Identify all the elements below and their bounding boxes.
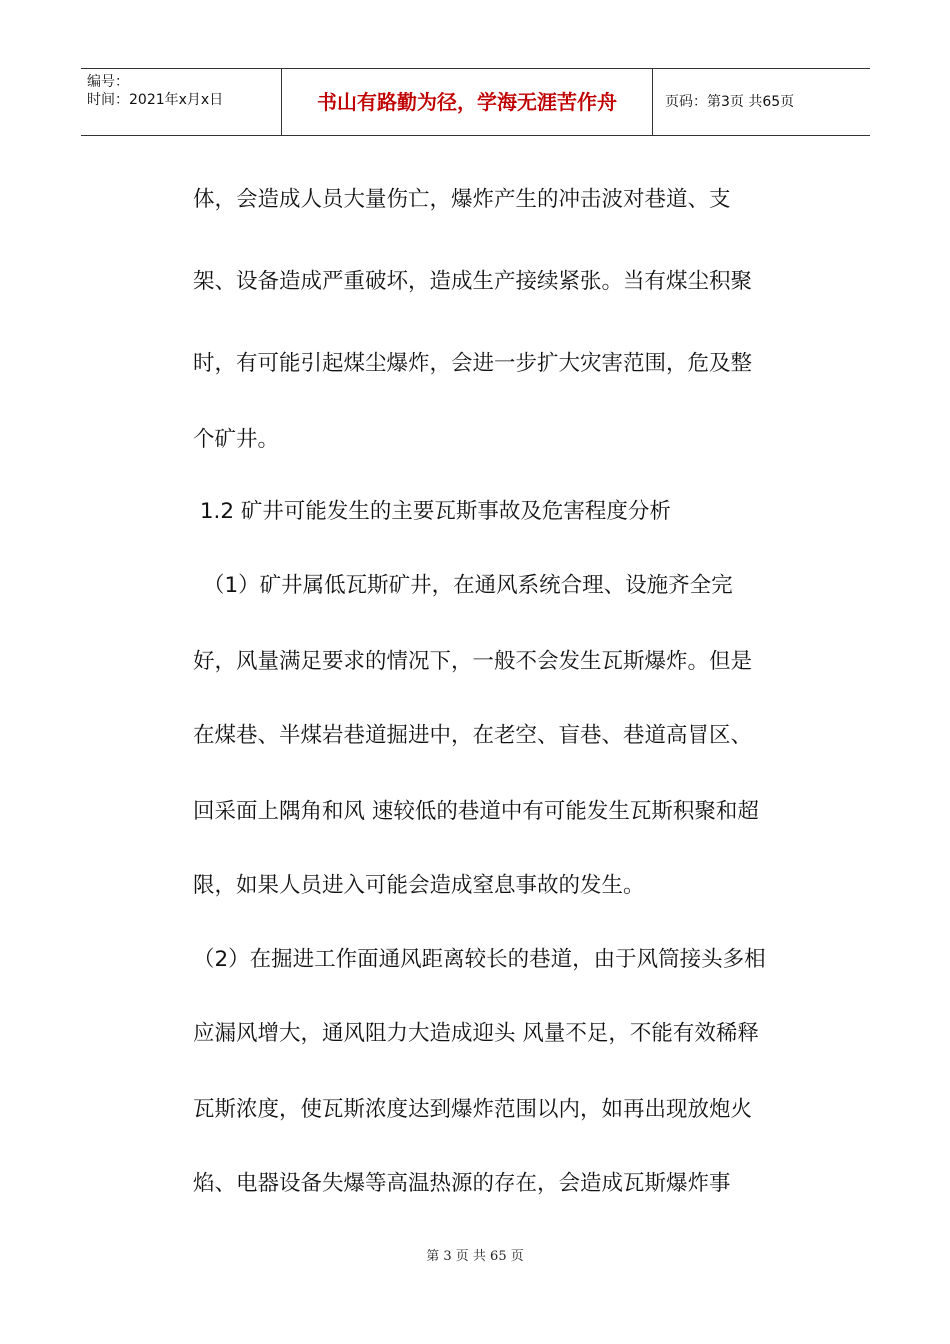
body-line: 在煤巷、半煤岩巷道掘进中，在老空、盲巷、巷道高冒区、 <box>193 723 753 748</box>
header-meta <box>81 69 281 135</box>
section-heading: 1.2 矿井可能发生的主要瓦斯事故及危害程度分析 <box>193 499 671 524</box>
document-date-label: 时间：2021年x月x日 <box>87 92 224 108</box>
body-line: 回采面上隅角和风 速较低的巷道中有可能发生瓦斯积聚和超 <box>193 799 759 824</box>
body-line: （1）矿井属低瓦斯矿井，在通风系统合理、设施齐全完 <box>203 573 733 598</box>
body-line: 限，如果人员进入可能会造成窒息事故的发生。 <box>193 873 645 898</box>
page-header <box>81 68 870 136</box>
page-footer: 第 3 页 共 65 页 <box>426 1249 524 1264</box>
body-line: 焰、电器设备失爆等高温热源的存在，会造成瓦斯爆炸事 <box>193 1171 731 1196</box>
body-line: 好，风量满足要求的情况下，一般不会发生瓦斯爆炸。但是 <box>193 649 753 674</box>
body-line: 架、设备造成严重破坏，造成生产接续紧张。当有煤尘积聚 <box>193 269 753 294</box>
body-line: （2）在掘进工作面通风距离较长的巷道，由于风筒接头多相 <box>193 947 766 972</box>
header-motto: 书山有路勤为径，学海无涯苦作舟 <box>281 69 653 135</box>
document-number-label: 编号： <box>87 74 129 90</box>
body-line: 时，有可能引起煤尘爆炸，会进一步扩大灾害范围，危及整 <box>193 351 753 376</box>
body-line: 瓦斯浓度，使瓦斯浓度达到爆炸范围以内，如再出现放炮火 <box>193 1097 753 1122</box>
body-line: 应漏风增大，通风阻力大造成迎头 风量不足，不能有效稀释 <box>193 1021 759 1046</box>
body-line: 个矿井。 <box>193 427 280 452</box>
body-line: 体，会造成人员大量伤亡，爆炸产生的冲击波对巷道、支 <box>193 187 731 212</box>
header-page-info: 页码：第3页 共65页 <box>665 94 795 110</box>
